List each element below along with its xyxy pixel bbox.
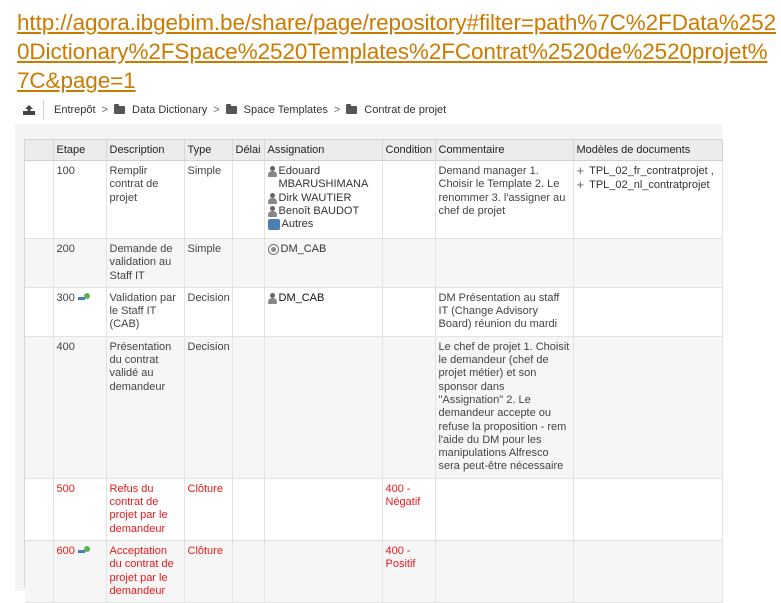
- url-link[interactable]: http://agora.ibgebim.be/share/page/repository#filter=path%7C%2FData%2520Dictionary%2FSpace%2520Templates%2FContrat%2520de%2520projet%7C&page=1: [17, 10, 776, 93]
- table-row[interactable]: [25, 161, 722, 239]
- column-header-modeles[interactable]: Modèles de documents: [573, 140, 722, 161]
- cell-documents: [573, 336, 722, 478]
- cell-type: Decision: [184, 336, 232, 478]
- row-select-cell[interactable]: [25, 161, 53, 239]
- row-select-cell[interactable]: [25, 239, 53, 288]
- cell-etape: [53, 540, 106, 602]
- breadcrumb-label: Entrepôt: [54, 104, 96, 116]
- breadcrumb-item-data-dictionary[interactable]: [114, 104, 207, 116]
- assignee-name: Autres: [281, 218, 314, 231]
- column-header-description[interactable]: Description: [106, 140, 184, 161]
- cell-documents: [573, 540, 722, 602]
- cell-condition: 400 - Négatif: [382, 478, 435, 540]
- cell-etape: 400: [53, 336, 106, 478]
- cell-commentaire: Demand manager 1. Choisir le Template 2. Le renommer 3. l'assigner au chef de projet: [435, 161, 573, 239]
- plus-icon: +: [576, 163, 585, 178]
- column-header-etape[interactable]: Etape: [53, 140, 106, 161]
- cell-type: Decision: [184, 287, 232, 336]
- person-icon: [268, 166, 277, 177]
- person-icon: [268, 193, 277, 204]
- breadcrumb-label: Data Dictionary: [132, 104, 208, 116]
- cell-condition: [382, 161, 435, 239]
- transition-icon: [78, 293, 90, 303]
- column-header-delai[interactable]: Délai: [232, 140, 264, 161]
- row-select-cell[interactable]: [25, 287, 53, 336]
- document-name: TPL_02_nl_contratprojet: [589, 179, 710, 192]
- cell-documents: [573, 478, 722, 540]
- assignee-name: Dirk WAUTIER: [278, 191, 352, 204]
- group-person-icon: [268, 293, 277, 304]
- etape-value: 600: [56, 544, 75, 557]
- document-template-link[interactable]: [577, 179, 719, 192]
- row-select-cell[interactable]: [25, 336, 53, 478]
- assignee-name: DM_CAB: [280, 243, 327, 255]
- cell-assignation: [264, 287, 382, 336]
- folder-up-icon: [22, 104, 36, 116]
- row-select-cell[interactable]: [25, 540, 53, 602]
- document-name: TPL_02_fr_contratprojet ,: [589, 165, 714, 177]
- cell-assignation: [264, 540, 382, 602]
- table-row[interactable]: [25, 336, 722, 478]
- cell-condition: [382, 336, 435, 478]
- cell-condition: [382, 239, 435, 288]
- breadcrumb-separator: >: [333, 104, 341, 116]
- assignee-item[interactable]: [268, 292, 379, 305]
- cell-etape: 100: [53, 161, 106, 239]
- table-row[interactable]: [25, 287, 722, 336]
- column-header-assignation[interactable]: Assignation: [264, 140, 382, 161]
- column-header-select: [25, 140, 53, 161]
- assignee-item[interactable]: [268, 192, 379, 205]
- cell-description: Présentation du contrat validé au demandeur: [106, 336, 184, 478]
- table-header-row: [25, 140, 722, 161]
- cell-type: Clôture: [184, 478, 232, 540]
- cell-etape: 500: [53, 478, 106, 540]
- cell-assignation: [264, 239, 382, 288]
- document-template-link[interactable]: [577, 165, 719, 178]
- cell-delai: [232, 161, 264, 239]
- breadcrumb-item-entrepot[interactable]: [54, 104, 96, 116]
- cell-type: Simple: [184, 161, 232, 239]
- assignee-name: Edouard MBARUSHIMANA: [278, 165, 369, 191]
- cell-delai: [232, 239, 264, 288]
- workflow-table-container: [24, 139, 723, 597]
- assignee-others[interactable]: [268, 218, 379, 231]
- cell-description: Remplir contrat de projet: [106, 161, 184, 239]
- cell-documents: [573, 287, 722, 336]
- breadcrumb-item-space-templates[interactable]: [226, 104, 328, 116]
- breadcrumb-label: Contrat de projet: [364, 104, 447, 116]
- cell-condition: [382, 287, 435, 336]
- cell-delai: [232, 287, 264, 336]
- cell-documents: [573, 239, 722, 288]
- folder-up-button[interactable]: [15, 100, 44, 120]
- cell-assignation: [264, 336, 382, 478]
- assignee-item[interactable]: [268, 205, 379, 218]
- group-icon: [268, 244, 279, 255]
- folder-icon: [346, 106, 357, 114]
- column-header-condition[interactable]: Condition: [382, 140, 435, 161]
- cell-commentaire: DM Présentation au staff IT (Change Advisory Board) réunion du mardi: [435, 287, 573, 336]
- cell-description: Demande de validation au Staff IT: [106, 239, 184, 288]
- table-row[interactable]: [25, 540, 722, 602]
- assignee-item[interactable]: [268, 165, 379, 192]
- cell-assignation: [264, 161, 382, 239]
- cell-description: Validation par le Staff IT (CAB): [106, 287, 184, 336]
- cell-commentaire: Le chef de projet 1. Choisit le demandeur (chef de projet métier) et son sponsor dans "Assignation" 2. Le demandeur accepte ou refuse la proposition - rem l'aide du DM pour les manipulations Alfresco sera peut-être nécessaire: [435, 336, 573, 478]
- cell-commentaire: [435, 540, 573, 602]
- cell-commentaire: [435, 478, 573, 540]
- cell-description: Acceptation du contrat de projet par le demandeur: [106, 540, 184, 602]
- cell-condition: 400 - Positif: [382, 540, 435, 602]
- cell-documents: [573, 161, 722, 239]
- cell-assignation: [264, 478, 382, 540]
- cell-etape: [53, 287, 106, 336]
- breadcrumb-item-contrat-de-projet[interactable]: [346, 104, 446, 116]
- assignee-name: DM_CAB: [278, 291, 325, 304]
- transition-icon: [78, 546, 90, 556]
- cell-type: Simple: [184, 239, 232, 288]
- cell-delai: [232, 540, 264, 602]
- table-row[interactable]: [25, 239, 722, 288]
- etape-value: 300: [56, 291, 75, 304]
- cell-delai: [232, 336, 264, 478]
- breadcrumb-separator: >: [101, 104, 109, 116]
- breadcrumb: [15, 96, 722, 124]
- workflow-steps-table: [25, 140, 723, 603]
- cell-type: Clôture: [184, 540, 232, 602]
- person-icon: [268, 206, 277, 217]
- plus-icon: +: [576, 177, 585, 193]
- cell-delai: [232, 478, 264, 540]
- table-row[interactable]: [25, 478, 722, 540]
- assignee-item[interactable]: [268, 243, 379, 256]
- folder-icon: [226, 106, 237, 114]
- column-header-commentaire[interactable]: Commentaire: [435, 140, 573, 161]
- row-select-cell[interactable]: [25, 478, 53, 540]
- column-header-type[interactable]: Type: [184, 140, 232, 161]
- breadcrumb-separator: >: [213, 104, 220, 116]
- others-icon: [268, 219, 280, 230]
- breadcrumb-label: Space Templates: [243, 104, 328, 116]
- cell-etape: 200: [53, 239, 106, 288]
- folder-icon: [114, 106, 125, 114]
- assignee-name: Benoît BAUDOT: [278, 204, 360, 217]
- cell-commentaire: [435, 239, 573, 288]
- cell-description: Refus du contrat de projet par le demandeur: [106, 478, 184, 540]
